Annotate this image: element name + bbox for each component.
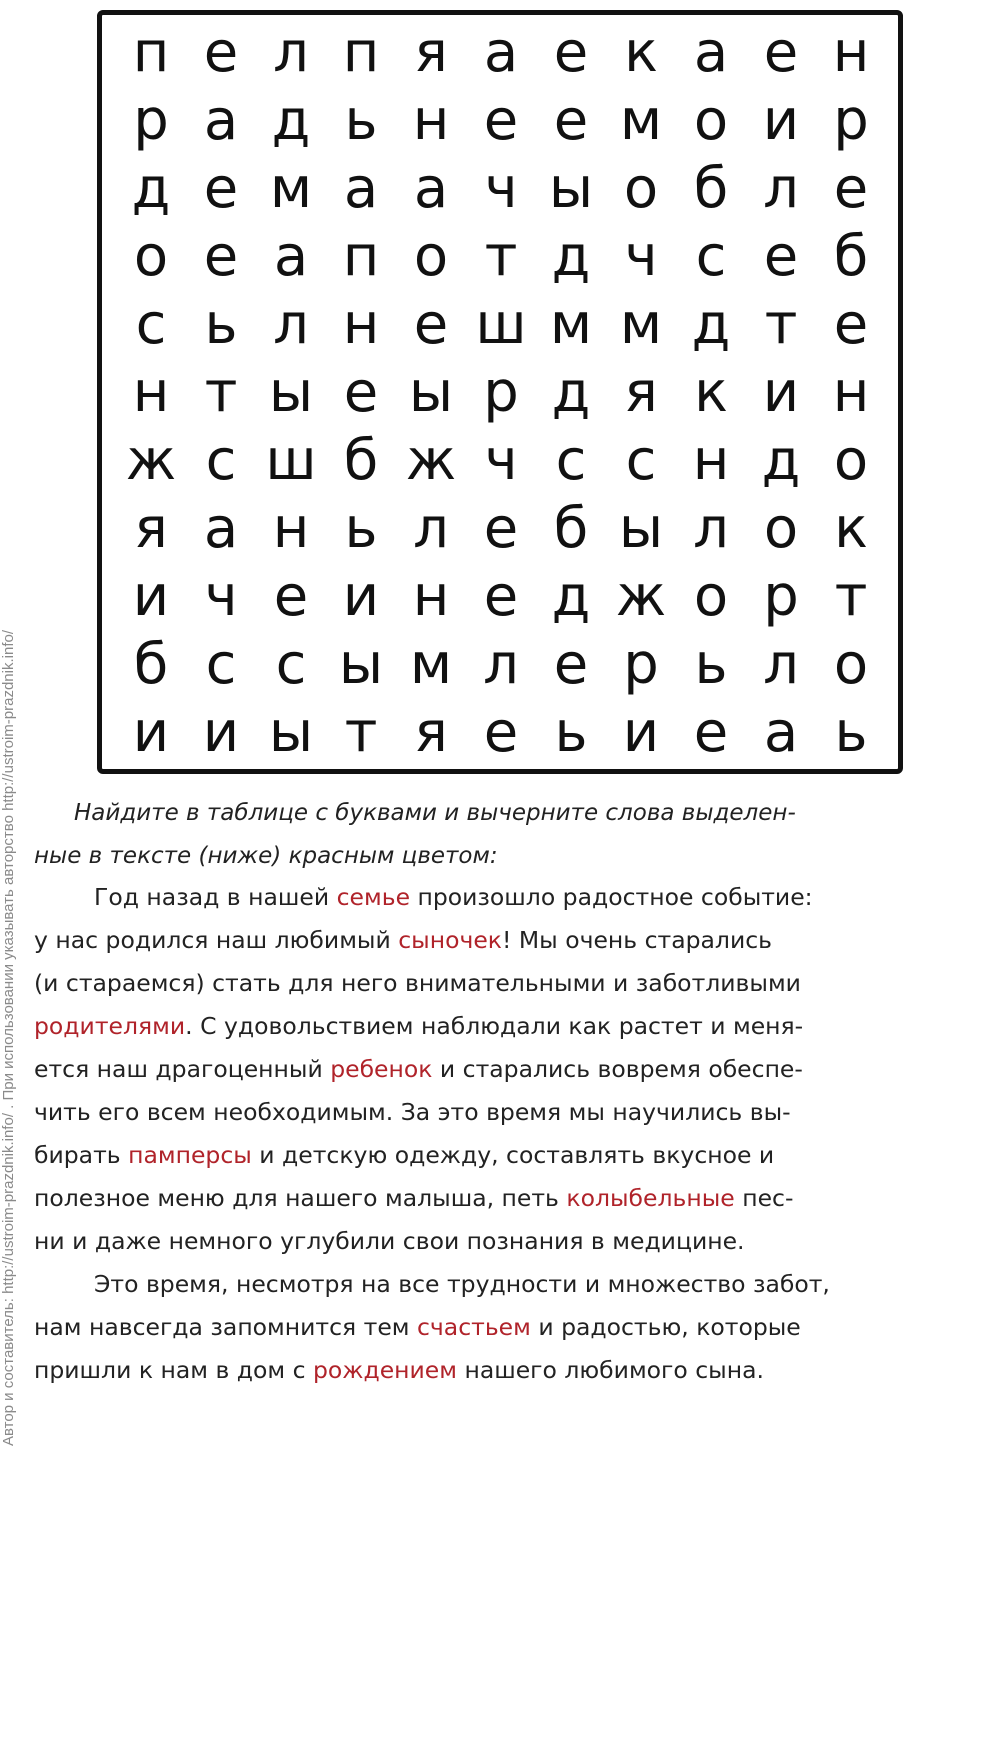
grid-cell: ч bbox=[204, 564, 238, 629]
grid-cell: е bbox=[203, 156, 239, 221]
story-line bbox=[34, 876, 969, 919]
grid-cell: т bbox=[484, 224, 518, 289]
grid-cell: о bbox=[413, 224, 449, 289]
grid-cell: л bbox=[273, 20, 309, 85]
grid-cell: н bbox=[832, 20, 870, 85]
grid-cell: л bbox=[273, 292, 309, 357]
grid-cell: и bbox=[132, 564, 170, 629]
grid-cell: п bbox=[132, 20, 170, 85]
grid-cell: я bbox=[624, 360, 658, 425]
grid-cell: т bbox=[764, 292, 798, 357]
grid-cell: и bbox=[762, 88, 800, 153]
grid-cell: с bbox=[275, 632, 307, 697]
story-text-fragment: чить его всем необходимым. За это время мы научились вы- bbox=[34, 1098, 791, 1126]
story-text-fragment: . С удовольствием наблюдали как растет и меня- bbox=[185, 1012, 804, 1040]
grid-cell: о bbox=[133, 224, 169, 289]
story-text-fragment: ни и даже немного углубили свои познания в медицине. bbox=[34, 1227, 745, 1255]
story-line bbox=[34, 1091, 969, 1134]
grid-cell: с bbox=[555, 428, 587, 493]
grid-cell: б bbox=[833, 224, 869, 289]
grid-cell: р bbox=[623, 632, 659, 697]
grid-cell: а bbox=[413, 156, 449, 221]
grid-cell: о bbox=[833, 632, 869, 697]
instruction-text bbox=[34, 792, 969, 878]
grid-cell: н bbox=[342, 292, 380, 357]
grid-cell: е bbox=[203, 20, 239, 85]
grid-cell: е bbox=[763, 20, 799, 85]
grid-cell: е bbox=[763, 224, 799, 289]
grid-cell: и bbox=[622, 700, 660, 765]
story-text-fragment: пришли к нам в дом с bbox=[34, 1356, 313, 1384]
highlighted-word: семье bbox=[336, 883, 411, 911]
grid-cell: ь bbox=[204, 292, 238, 357]
grid-cell: е bbox=[483, 564, 519, 629]
grid-cell: е bbox=[483, 496, 519, 561]
letter-grid-frame bbox=[97, 10, 903, 774]
grid-cell: а bbox=[203, 88, 239, 153]
grid-cell: е bbox=[483, 88, 519, 153]
grid-cell: н bbox=[832, 360, 870, 425]
grid-cell: ы bbox=[408, 360, 454, 425]
grid-cell: с bbox=[205, 632, 237, 697]
grid-cell: к bbox=[624, 20, 658, 85]
grid-cell: о bbox=[763, 496, 799, 561]
grid-cell: е bbox=[553, 20, 589, 85]
grid-cell: к bbox=[694, 360, 728, 425]
grid-cell: ы bbox=[338, 632, 384, 697]
highlighted-word: рождением bbox=[312, 1356, 457, 1384]
grid-cell: е bbox=[553, 88, 589, 153]
story-text-fragment: Это время, несмотря на все трудности и множество забот, bbox=[94, 1270, 830, 1298]
grid-cell: м bbox=[549, 292, 593, 357]
story-text-fragment: ! Мы очень старались bbox=[502, 926, 772, 954]
grid-cell: ь bbox=[344, 88, 378, 153]
grid-cell: и bbox=[342, 564, 380, 629]
grid-cell: д bbox=[551, 360, 591, 425]
grid-cell: е bbox=[203, 224, 239, 289]
grid-cell: д bbox=[551, 224, 591, 289]
grid-cell: б bbox=[693, 156, 729, 221]
grid-cell: е bbox=[483, 700, 519, 765]
grid-cell: л bbox=[483, 632, 519, 697]
grid-cell: ы bbox=[548, 156, 594, 221]
grid-cell: т bbox=[344, 700, 378, 765]
story-text-fragment: у нас родился наш любимый bbox=[34, 926, 399, 954]
highlighted-word: родителями bbox=[34, 1012, 186, 1040]
highlighted-word: счастьем bbox=[417, 1313, 531, 1341]
grid-cell: ы bbox=[268, 700, 314, 765]
grid-cell: е bbox=[833, 156, 869, 221]
grid-cell: а bbox=[763, 700, 799, 765]
story-line bbox=[34, 1005, 969, 1048]
grid-cell: р bbox=[763, 564, 799, 629]
grid-cell: о bbox=[693, 88, 729, 153]
story-line bbox=[34, 1220, 969, 1263]
grid-cell: т bbox=[204, 360, 238, 425]
grid-cell: а bbox=[483, 20, 519, 85]
grid-cell: л bbox=[763, 156, 799, 221]
grid-cell: о bbox=[833, 428, 869, 493]
grid-cell: р bbox=[483, 360, 519, 425]
grid-cell: ч bbox=[484, 428, 518, 493]
grid-cell: я bbox=[414, 20, 448, 85]
grid-cell: б bbox=[343, 428, 379, 493]
grid-cell: м bbox=[619, 292, 663, 357]
grid-cell: и bbox=[132, 700, 170, 765]
grid-cell: ч bbox=[624, 224, 658, 289]
letter-grid bbox=[116, 19, 886, 767]
highlighted-word: ребенок bbox=[330, 1055, 433, 1083]
grid-cell: ы bbox=[268, 360, 314, 425]
grid-cell: и bbox=[762, 360, 800, 425]
grid-cell: б bbox=[553, 496, 589, 561]
grid-cell: т bbox=[834, 564, 868, 629]
grid-cell: с bbox=[205, 428, 237, 493]
story-text-fragment: пес- bbox=[734, 1184, 794, 1212]
grid-cell: и bbox=[202, 700, 240, 765]
grid-cell: я bbox=[134, 496, 168, 561]
instruction-line-2: ные в тексте (ниже) красным цветом: bbox=[34, 843, 498, 869]
grid-cell: ж bbox=[125, 428, 177, 493]
grid-cell: с bbox=[625, 428, 657, 493]
grid-cell: м bbox=[619, 88, 663, 153]
story-line bbox=[34, 1349, 969, 1392]
grid-cell: с bbox=[695, 224, 727, 289]
grid-cell: н bbox=[692, 428, 730, 493]
grid-cell: е bbox=[273, 564, 309, 629]
story-text-fragment: и детскую одежду, составлять вкусное и bbox=[251, 1141, 775, 1169]
grid-cell: л bbox=[693, 496, 729, 561]
grid-cell: о bbox=[623, 156, 659, 221]
story-text-fragment: полезное меню для нашего малыша, петь bbox=[34, 1184, 567, 1212]
grid-cell: ш bbox=[265, 428, 317, 493]
story-text-fragment: произошло радостное событие: bbox=[410, 883, 813, 911]
grid-cell: о bbox=[693, 564, 729, 629]
grid-cell: е bbox=[413, 292, 449, 357]
highlighted-word: сыночек bbox=[398, 926, 502, 954]
grid-cell: с bbox=[135, 292, 167, 357]
grid-cell: ь bbox=[554, 700, 588, 765]
grid-cell: ь bbox=[834, 700, 868, 765]
highlighted-word: колыбельные bbox=[566, 1184, 735, 1212]
side-credit: Автор и составитель: http://ustroim-prazdnik.info/ . При использовании указывать авторство http://ustroim-prazdnik.info/ bbox=[0, 630, 17, 1447]
grid-cell: а bbox=[203, 496, 239, 561]
story-text-fragment: нашего любимого сына. bbox=[456, 1356, 764, 1384]
grid-cell: е bbox=[553, 632, 589, 697]
grid-cell: ч bbox=[484, 156, 518, 221]
grid-cell: к bbox=[834, 496, 868, 561]
grid-cell: д bbox=[271, 88, 311, 153]
grid-cell: н bbox=[132, 360, 170, 425]
grid-cell: р bbox=[833, 88, 869, 153]
story-text-fragment: и старались вовремя обеспе- bbox=[432, 1055, 803, 1083]
grid-cell: ь bbox=[344, 496, 378, 561]
story-line bbox=[34, 1263, 969, 1306]
grid-cell: р bbox=[133, 88, 169, 153]
grid-cell: н bbox=[412, 88, 450, 153]
grid-cell: н bbox=[272, 496, 310, 561]
grid-cell: п bbox=[342, 20, 380, 85]
story-line bbox=[34, 919, 969, 962]
grid-cell: е bbox=[693, 700, 729, 765]
grid-cell: д bbox=[131, 156, 171, 221]
grid-cell: а bbox=[693, 20, 729, 85]
instruction-line-1: Найдите в таблице с буквами и вычерните слова выделен- bbox=[74, 800, 796, 826]
story-line bbox=[34, 962, 969, 1005]
grid-cell: ж bbox=[405, 428, 457, 493]
story-text bbox=[34, 876, 969, 1392]
grid-cell: ш bbox=[475, 292, 527, 357]
grid-cell: я bbox=[414, 700, 448, 765]
grid-cell: ж bbox=[615, 564, 667, 629]
grid-cell: м bbox=[269, 156, 313, 221]
grid-cell: е bbox=[833, 292, 869, 357]
story-line bbox=[34, 1306, 969, 1349]
grid-cell: д bbox=[551, 564, 591, 629]
story-line bbox=[34, 1048, 969, 1091]
grid-cell: б bbox=[133, 632, 169, 697]
grid-cell: е bbox=[343, 360, 379, 425]
story-text-fragment: нам навсегда запомнится тем bbox=[34, 1313, 417, 1341]
story-text-fragment: бирать bbox=[34, 1141, 129, 1169]
grid-cell: л bbox=[763, 632, 799, 697]
grid-cell: ы bbox=[618, 496, 664, 561]
story-line bbox=[34, 1134, 969, 1177]
grid-cell: м bbox=[409, 632, 453, 697]
grid-cell: л bbox=[413, 496, 449, 561]
story-text-fragment: и радостью, которые bbox=[530, 1313, 801, 1341]
grid-cell: п bbox=[342, 224, 380, 289]
story-line bbox=[34, 1177, 969, 1220]
story-text-fragment: (и стараемся) стать для него внимательными и заботливыми bbox=[34, 969, 801, 997]
grid-cell: д bbox=[761, 428, 801, 493]
grid-cell: ь bbox=[694, 632, 728, 697]
grid-cell: д bbox=[691, 292, 731, 357]
grid-cell: а bbox=[273, 224, 309, 289]
story-text-fragment: ется наш драгоценный bbox=[34, 1055, 331, 1083]
grid-cell: н bbox=[412, 564, 450, 629]
highlighted-word: памперсы bbox=[128, 1141, 252, 1169]
story-text-fragment: Год назад в нашей bbox=[94, 883, 337, 911]
grid-cell: а bbox=[343, 156, 379, 221]
